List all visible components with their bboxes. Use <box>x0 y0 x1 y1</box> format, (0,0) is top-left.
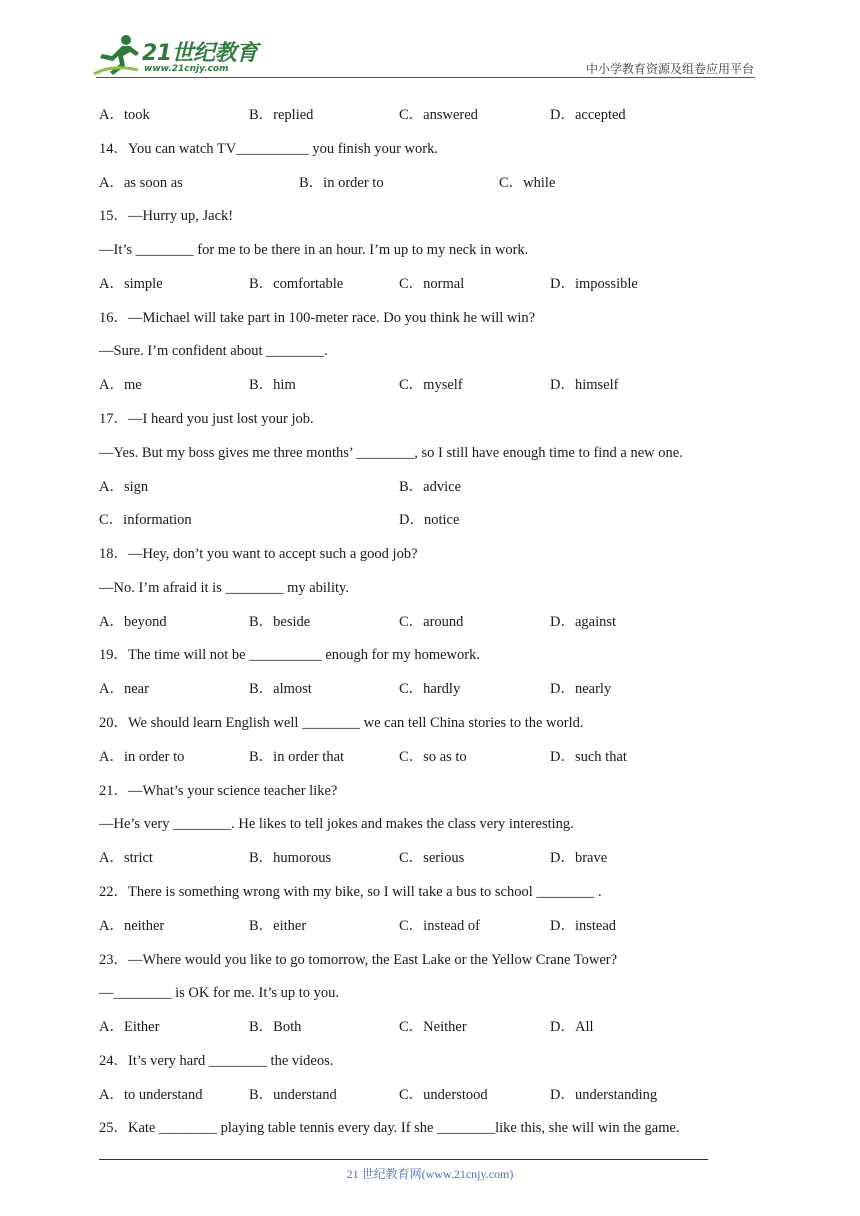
answer-option: A．sign <box>99 478 149 495</box>
answer-option: B．humorous <box>249 850 332 867</box>
answer-option: B．advice <box>399 478 462 495</box>
answer-option: A．took <box>99 107 150 123</box>
question-text: 17．—I heard you just lost your job. <box>99 411 314 428</box>
answer-option: A．neither <box>99 917 165 934</box>
answer-option: C．Neither <box>399 1019 467 1036</box>
question-text: 19．The time will not be __________ enough for my homework. <box>99 647 480 664</box>
question-text: 15．—Hurry up, Jack! <box>99 208 234 225</box>
question-text: 21．—What’s your science teacher like? <box>99 782 338 799</box>
answer-option: A．to understand <box>99 1086 203 1103</box>
answer-option: D．accepted <box>550 107 626 123</box>
answer-option: B．comfortable <box>249 275 344 292</box>
answer-option: D．notice <box>399 512 460 529</box>
question-text: 20．We should learn English well ________ we can tell China stories to the world. <box>99 715 584 732</box>
answer-option: A．in order to <box>99 748 185 765</box>
answer-options <box>99 847 739 869</box>
answer-option: C．instead of <box>399 917 480 934</box>
answer-option: D．nearly <box>550 681 612 698</box>
footer-text: 21 世纪教育网(www.21cnjy.com) <box>346 1167 514 1181</box>
answer-option: A．me <box>99 377 142 394</box>
answer-options <box>99 1016 739 1038</box>
answer-option: D．himself <box>550 377 619 394</box>
answer-option: A．Either <box>99 1019 160 1036</box>
question-text: —Sure. I’m confident about ________. <box>99 343 328 360</box>
answer-option: B．in order that <box>249 748 345 765</box>
answer-options <box>99 678 739 700</box>
answer-option: B．Both <box>249 1019 302 1036</box>
answer-option: A．near <box>99 681 149 698</box>
answer-option: C．answered <box>399 107 478 123</box>
answer-option: B．either <box>249 917 307 934</box>
answer-option: C．while <box>499 174 556 191</box>
answer-option: C．around <box>399 613 464 630</box>
answer-option: C．so as to <box>399 748 467 765</box>
answer-option: C．serious <box>399 850 465 867</box>
runner-logo-icon <box>92 34 144 76</box>
question-text: 23．—Where would you like to go tomorrow, the East Lake or the Yellow Crane Tower? <box>99 951 618 968</box>
answer-option: C．myself <box>399 377 463 394</box>
answer-options <box>99 509 739 531</box>
answer-options <box>99 476 739 498</box>
answer-options <box>99 611 739 633</box>
question-text: 22．There is something wrong with my bike, so I will take a bus to school ________ . <box>99 883 602 900</box>
answer-option: C．normal <box>399 275 465 292</box>
answer-option: D．against <box>550 613 617 630</box>
answer-option: B．replied <box>249 107 314 123</box>
question-text: 18．—Hey, don’t you want to accept such a good job? <box>99 546 418 563</box>
answer-options <box>99 172 739 194</box>
answer-option: B．in order to <box>299 174 384 191</box>
answer-option: D．understanding <box>550 1086 658 1103</box>
footer-divider <box>99 1159 708 1160</box>
logo-url: www.21cnjy.com <box>144 64 229 74</box>
question-text: 16．—Michael will take part in 100-meter race. Do you think he will win? <box>99 309 536 326</box>
answer-option: B．him <box>249 377 296 394</box>
question-text: —He’s very ________. He likes to tell jokes and makes the class very interesting. <box>99 816 574 833</box>
question-text: —Yes. But my boss gives me three months’ ________, so I still have enough time to find a new one. <box>99 444 683 461</box>
answer-option: D．impossible <box>550 275 638 292</box>
answer-option: A．strict <box>99 850 153 867</box>
answer-option: A．beyond <box>99 613 167 630</box>
question-text: 24．It’s very hard ________ the videos. <box>99 1052 334 1069</box>
answer-option: C．information <box>99 512 192 529</box>
answer-option: C．hardly <box>399 681 461 698</box>
question-text: 25．Kate ________ playing table tennis every day. If she ________like this, she will win the game. <box>99 1120 680 1137</box>
answer-option: A．simple <box>99 275 163 292</box>
answer-option: D．All <box>550 1019 594 1036</box>
header-divider <box>96 77 755 78</box>
answer-options <box>99 746 739 768</box>
answer-option: C．understood <box>399 1086 488 1103</box>
answer-options <box>99 374 739 396</box>
answer-option: B．understand <box>249 1086 337 1103</box>
answer-option: D．such that <box>550 748 627 765</box>
question-text: —________ is OK for me. It’s up to you. <box>99 985 340 1002</box>
answer-options <box>99 1084 739 1106</box>
answer-option: A．as soon as <box>99 174 183 191</box>
platform-name: 中小学教育资源及组卷应用平台 <box>585 62 754 76</box>
question-text: —It’s ________ for me to be there in an hour. I’m up to my neck in work. <box>99 242 529 259</box>
question-text: 14．You can watch TV__________ you finish your work. <box>99 140 438 157</box>
answer-option: D．instead <box>550 917 617 934</box>
answer-option: B．almost <box>249 681 312 698</box>
site-logo <box>92 34 262 78</box>
answer-options <box>99 915 739 937</box>
answer-option: D．brave <box>550 850 608 867</box>
answer-option: B．beside <box>249 613 311 630</box>
logo-text: 21世纪教育 <box>142 41 258 66</box>
answer-options <box>99 273 739 295</box>
answer-options <box>99 104 739 126</box>
page-header <box>0 0 860 80</box>
question-text: —No. I’m afraid it is ________ my ability. <box>99 579 349 596</box>
